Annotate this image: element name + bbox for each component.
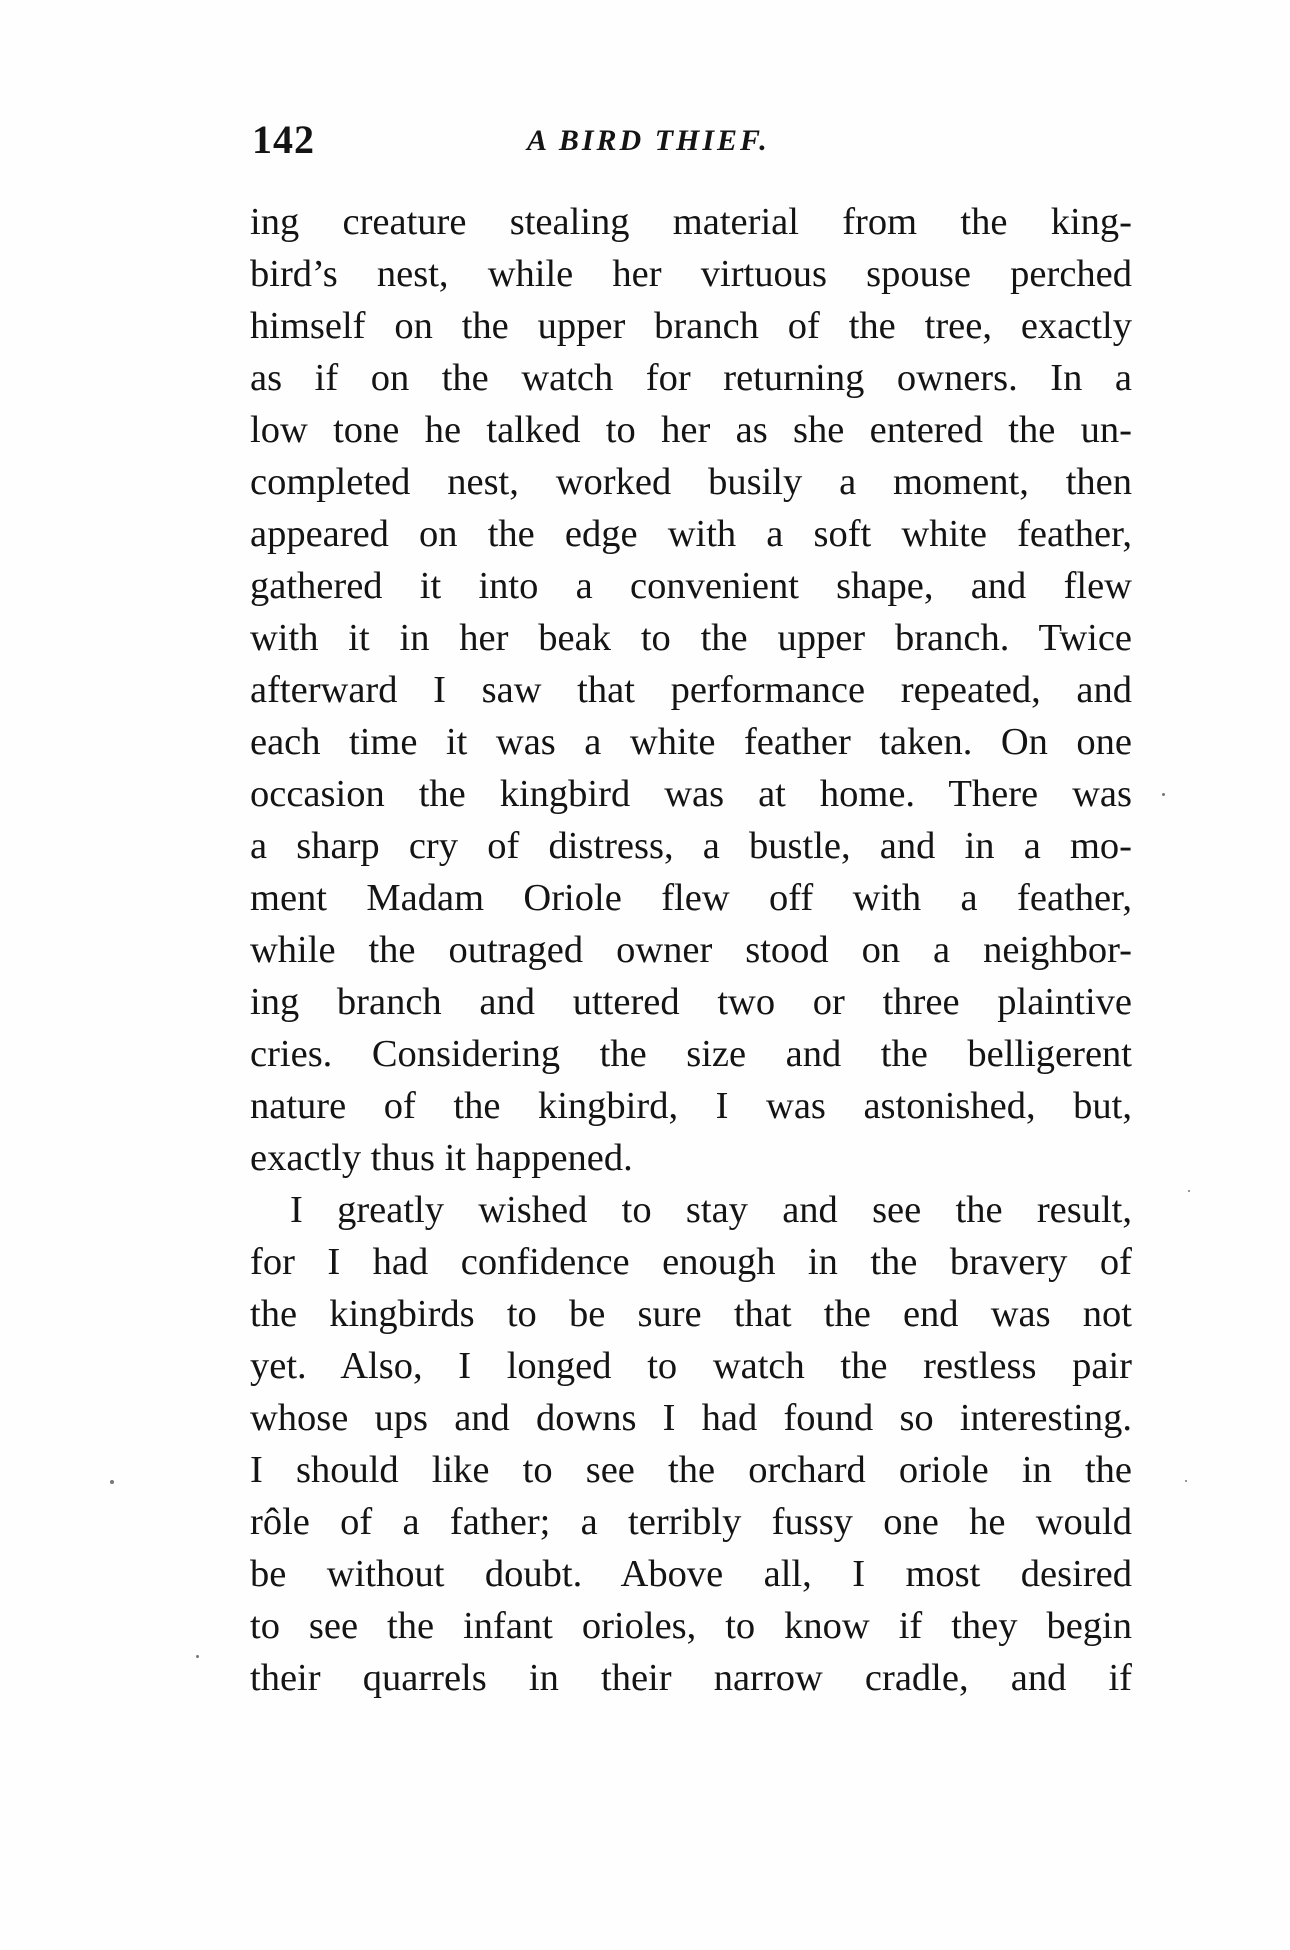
running-head: A BIRD THIEF. xyxy=(527,124,770,157)
text-line: yet. Also, I longed to watch the restless pair xyxy=(250,1345,1132,1387)
scan-speck xyxy=(196,1655,199,1658)
text-line: with it in her beak to the upper branch. Twice xyxy=(250,617,1132,659)
scan-speck xyxy=(1185,1480,1187,1482)
scan-speck xyxy=(1162,793,1165,796)
text-line: whose ups and downs I had found so interesting. xyxy=(250,1397,1132,1439)
text-line: ing creature stealing material from the king- xyxy=(250,201,1132,243)
text-line: ment Madam Oriole flew off with a feather, xyxy=(250,877,1132,919)
text-line: each time it was a white feather taken. On one xyxy=(250,721,1132,763)
text-line: completed nest, worked busily a moment, then xyxy=(250,461,1132,503)
text-line: ing branch and uttered two or three plaintive xyxy=(250,981,1132,1023)
text-line: a sharp cry of distress, a bustle, and in a mo- xyxy=(250,825,1132,867)
paragraph-2 xyxy=(250,1184,1132,1704)
page-number: 142 xyxy=(252,117,315,162)
text-line: be without doubt. Above all, I most desired xyxy=(250,1553,1132,1595)
text-line: appeared on the edge with a soft white feather, xyxy=(250,513,1132,555)
text-line: I should like to see the orchard oriole in the xyxy=(250,1449,1132,1491)
scan-speck xyxy=(1188,1190,1190,1192)
scan-speck xyxy=(110,1480,114,1484)
text-line: bird’s nest, while her virtuous spouse perched xyxy=(250,253,1132,295)
text-line: low tone he talked to her as she entered the un- xyxy=(250,409,1132,451)
text-line: I greatly wished to stay and see the result, xyxy=(290,1189,1132,1231)
text-line: rôle of a father; a terribly fussy one he would xyxy=(250,1501,1132,1543)
text-line: cries. Considering the size and the belligerent xyxy=(250,1033,1132,1075)
text-line: as if on the watch for returning owners. In a xyxy=(250,357,1132,399)
text-line: while the outraged owner stood on a neighbor- xyxy=(250,929,1132,971)
text-line: nature of the kingbird, I was astonished, but, xyxy=(250,1085,1132,1127)
text-line: exactly thus it happened. xyxy=(250,1137,633,1179)
text-line: himself on the upper branch of the tree, exactly xyxy=(250,305,1132,347)
page-header xyxy=(252,116,1132,166)
text-line: for I had confidence enough in the bravery of xyxy=(250,1241,1132,1283)
text-line: their quarrels in their narrow cradle, and if xyxy=(250,1657,1132,1699)
text-line: gathered it into a convenient shape, and flew xyxy=(250,565,1132,607)
text-line: afterward I saw that performance repeated, and xyxy=(250,669,1132,711)
body-text xyxy=(250,196,1132,1704)
text-line: to see the infant orioles, to know if they begin xyxy=(250,1605,1132,1647)
paragraph-1 xyxy=(250,196,1132,1184)
text-line: occasion the kingbird was at home. There was xyxy=(250,773,1132,815)
text-line: the kingbirds to be sure that the end was not xyxy=(250,1293,1132,1335)
